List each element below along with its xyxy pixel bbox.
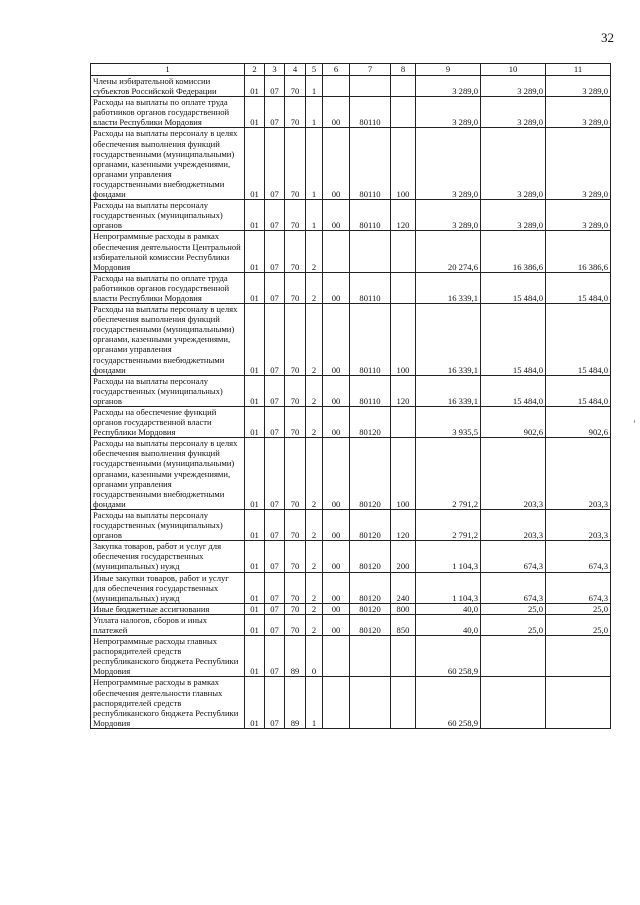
cell-col-9: 1 104,3 — [416, 572, 481, 603]
cell-col-4: 70 — [285, 541, 306, 572]
cell-col-6 — [323, 76, 350, 97]
cell-col-2: 01 — [245, 304, 265, 376]
cell-col-9: 2 791,2 — [416, 509, 481, 540]
row-description: Расходы на выплаты по оплате труда работников органов государственной власти Республики Мордовия — [91, 97, 245, 128]
table-row — [91, 603, 611, 614]
cell-col-2: 01 — [245, 97, 265, 128]
cell-col-2: 01 — [245, 603, 265, 614]
cell-col-2: 01 — [245, 509, 265, 540]
cell-col-10 — [481, 636, 546, 677]
cell-col-7: 80120 — [350, 438, 391, 510]
cell-col-6: 00 — [323, 375, 350, 406]
cell-col-6: 00 — [323, 438, 350, 510]
cell-col-2: 01 — [245, 572, 265, 603]
cell-col-9: 16 339,1 — [416, 375, 481, 406]
cell-col-5: 1 — [306, 200, 323, 231]
cell-col-4: 70 — [285, 272, 306, 303]
cell-col-9: 60 258,9 — [416, 636, 481, 677]
cell-col-8 — [391, 636, 416, 677]
row-description: Непрограммные расходы в рамках обеспечения деятельности главных распорядителей средств республиканского бюджета Республики Мордовия — [91, 677, 245, 728]
cell-col-10 — [481, 677, 546, 728]
cell-col-2: 01 — [245, 128, 265, 200]
cell-col-4: 70 — [285, 572, 306, 603]
cell-col-8: 120 — [391, 200, 416, 231]
row-description: Расходы на выплаты персоналу государственных (муниципальных) органов — [91, 200, 245, 231]
cell-col-3: 07 — [265, 375, 285, 406]
cell-col-5: 2 — [306, 603, 323, 614]
cell-col-8 — [391, 76, 416, 97]
cell-col-2: 01 — [245, 272, 265, 303]
cell-col-2: 01 — [245, 541, 265, 572]
cell-col-2: 01 — [245, 407, 265, 438]
cell-col-7: 80120 — [350, 572, 391, 603]
cell-col-7 — [350, 76, 391, 97]
cell-col-6: 00 — [323, 603, 350, 614]
cell-col-11: 3 289,0 — [546, 97, 611, 128]
cell-col-6: 00 — [323, 541, 350, 572]
cell-col-3: 07 — [265, 76, 285, 97]
column-header-1: 1 — [91, 64, 245, 76]
cell-col-7 — [350, 677, 391, 728]
cell-col-9: 3 289,0 — [416, 128, 481, 200]
cell-col-2: 01 — [245, 677, 265, 728]
column-header-6: 6 — [323, 64, 350, 76]
cell-col-3: 07 — [265, 272, 285, 303]
cell-col-11: 674,3 — [546, 572, 611, 603]
cell-col-10: 3 289,0 — [481, 97, 546, 128]
cell-col-2: 01 — [245, 76, 265, 97]
cell-col-4: 70 — [285, 438, 306, 510]
column-header-2: 2 — [245, 64, 265, 76]
cell-col-11 — [546, 677, 611, 728]
column-header-10: 10 — [481, 64, 546, 76]
cell-col-6: 00 — [323, 97, 350, 128]
cell-col-7: 80110 — [350, 272, 391, 303]
table-row — [91, 128, 611, 200]
table-row — [91, 76, 611, 97]
cell-col-7: 80120 — [350, 603, 391, 614]
cell-col-3: 07 — [265, 541, 285, 572]
cell-col-2: 01 — [245, 200, 265, 231]
column-header-5: 5 — [306, 64, 323, 76]
column-header-7: 7 — [350, 64, 391, 76]
cell-col-9: 3 289,0 — [416, 76, 481, 97]
cell-col-8: 120 — [391, 375, 416, 406]
scan-mark — [634, 420, 635, 423]
cell-col-11 — [546, 636, 611, 677]
cell-col-4: 70 — [285, 407, 306, 438]
cell-col-8: 100 — [391, 128, 416, 200]
row-description: Уплата налогов, сборов и иных платежей — [91, 614, 245, 635]
cell-col-5: 1 — [306, 76, 323, 97]
cell-col-4: 70 — [285, 128, 306, 200]
cell-col-10: 3 289,0 — [481, 128, 546, 200]
cell-col-8 — [391, 677, 416, 728]
cell-col-5: 2 — [306, 541, 323, 572]
table-row — [91, 677, 611, 728]
cell-col-8: 850 — [391, 614, 416, 635]
cell-col-8 — [391, 407, 416, 438]
cell-col-11: 16 386,6 — [546, 231, 611, 272]
cell-col-9: 40,0 — [416, 614, 481, 635]
cell-col-8 — [391, 231, 416, 272]
cell-col-4: 70 — [285, 304, 306, 376]
cell-col-6 — [323, 636, 350, 677]
table-row — [91, 614, 611, 635]
cell-col-3: 07 — [265, 509, 285, 540]
cell-col-11: 203,3 — [546, 509, 611, 540]
cell-col-6: 00 — [323, 572, 350, 603]
cell-col-7: 80110 — [350, 128, 391, 200]
table-body — [91, 76, 611, 729]
cell-col-11: 15 484,0 — [546, 304, 611, 376]
cell-col-6: 00 — [323, 407, 350, 438]
cell-col-10: 203,3 — [481, 438, 546, 510]
cell-col-3: 07 — [265, 636, 285, 677]
column-header-9: 9 — [416, 64, 481, 76]
cell-col-11: 674,3 — [546, 541, 611, 572]
cell-col-3: 07 — [265, 200, 285, 231]
cell-col-9: 3 935,5 — [416, 407, 481, 438]
cell-col-7: 80110 — [350, 375, 391, 406]
budget-table — [90, 63, 611, 729]
cell-col-10: 25,0 — [481, 614, 546, 635]
table-row — [91, 636, 611, 677]
cell-col-5: 1 — [306, 97, 323, 128]
cell-col-6: 00 — [323, 304, 350, 376]
cell-col-11: 3 289,0 — [546, 76, 611, 97]
cell-col-7: 80120 — [350, 541, 391, 572]
row-description: Иные закупки товаров, работ и услуг для обеспечения государственных (муниципальных) нужд — [91, 572, 245, 603]
cell-col-2: 01 — [245, 231, 265, 272]
column-header-3: 3 — [265, 64, 285, 76]
cell-col-7: 80110 — [350, 200, 391, 231]
cell-col-4: 70 — [285, 614, 306, 635]
cell-col-8: 100 — [391, 438, 416, 510]
row-description: Расходы на выплаты персоналу государственных (муниципальных) органов — [91, 375, 245, 406]
cell-col-10: 16 386,6 — [481, 231, 546, 272]
table-row — [91, 375, 611, 406]
cell-col-11: 15 484,0 — [546, 272, 611, 303]
cell-col-5: 1 — [306, 677, 323, 728]
table-row — [91, 541, 611, 572]
cell-col-3: 07 — [265, 304, 285, 376]
row-description: Расходы на выплаты по оплате труда работников органов государственной власти Республики Мордовия — [91, 272, 245, 303]
table-row — [91, 572, 611, 603]
cell-col-2: 01 — [245, 438, 265, 510]
cell-col-11: 203,3 — [546, 438, 611, 510]
cell-col-5: 2 — [306, 407, 323, 438]
cell-col-3: 07 — [265, 407, 285, 438]
cell-col-10: 203,3 — [481, 509, 546, 540]
cell-col-7: 80120 — [350, 407, 391, 438]
row-description: Непрограммные расходы в рамках обеспечения деятельности Центральной избирательной комиссии Республики Мордовия — [91, 231, 245, 272]
cell-col-10: 15 484,0 — [481, 272, 546, 303]
cell-col-2: 01 — [245, 636, 265, 677]
cell-col-10: 3 289,0 — [481, 200, 546, 231]
cell-col-10: 15 484,0 — [481, 375, 546, 406]
cell-col-11: 3 289,0 — [546, 200, 611, 231]
cell-col-3: 07 — [265, 97, 285, 128]
cell-col-9: 16 339,1 — [416, 272, 481, 303]
cell-col-8: 120 — [391, 509, 416, 540]
cell-col-8: 200 — [391, 541, 416, 572]
cell-col-5: 2 — [306, 614, 323, 635]
row-description: Непрограммные расходы главных распорядителей средств республиканского бюджета Республики Мордовия — [91, 636, 245, 677]
cell-col-4: 70 — [285, 76, 306, 97]
cell-col-7: 80110 — [350, 97, 391, 128]
cell-col-11: 25,0 — [546, 603, 611, 614]
cell-col-7 — [350, 231, 391, 272]
cell-col-9: 40,0 — [416, 603, 481, 614]
table-row — [91, 97, 611, 128]
row-description: Расходы на выплаты персоналу в целях обеспечения выполнения функций государственными (муниципальными) органами, казенными учреждениями, органами управления государственными внебюджетными фондами — [91, 438, 245, 510]
cell-col-4: 89 — [285, 636, 306, 677]
cell-col-6: 00 — [323, 614, 350, 635]
cell-col-3: 07 — [265, 603, 285, 614]
cell-col-9: 1 104,3 — [416, 541, 481, 572]
cell-col-8: 800 — [391, 603, 416, 614]
cell-col-4: 70 — [285, 231, 306, 272]
cell-col-10: 902,6 — [481, 407, 546, 438]
cell-col-8 — [391, 97, 416, 128]
cell-col-10: 674,3 — [481, 541, 546, 572]
cell-col-5: 2 — [306, 272, 323, 303]
cell-col-9: 3 289,0 — [416, 200, 481, 231]
cell-col-4: 70 — [285, 200, 306, 231]
column-header-8: 8 — [391, 64, 416, 76]
cell-col-3: 07 — [265, 438, 285, 510]
cell-col-5: 1 — [306, 128, 323, 200]
row-description: Расходы на выплаты персоналу государственных (муниципальных) органов — [91, 509, 245, 540]
cell-col-11: 3 289,0 — [546, 128, 611, 200]
cell-col-6 — [323, 231, 350, 272]
cell-col-3: 07 — [265, 677, 285, 728]
cell-col-4: 70 — [285, 97, 306, 128]
cell-col-10: 3 289,0 — [481, 76, 546, 97]
header-row — [91, 64, 611, 76]
table-row — [91, 200, 611, 231]
cell-col-3: 07 — [265, 572, 285, 603]
cell-col-11: 25,0 — [546, 614, 611, 635]
cell-col-4: 70 — [285, 509, 306, 540]
cell-col-3: 07 — [265, 614, 285, 635]
cell-col-7: 80110 — [350, 304, 391, 376]
column-header-4: 4 — [285, 64, 306, 76]
cell-col-6 — [323, 677, 350, 728]
column-header-11: 11 — [546, 64, 611, 76]
cell-col-7: 80120 — [350, 509, 391, 540]
cell-col-3: 07 — [265, 128, 285, 200]
cell-col-5: 2 — [306, 375, 323, 406]
cell-col-9: 20 274,6 — [416, 231, 481, 272]
cell-col-8 — [391, 272, 416, 303]
table-row — [91, 438, 611, 510]
cell-col-5: 2 — [306, 231, 323, 272]
cell-col-11: 15 484,0 — [546, 375, 611, 406]
cell-col-9: 3 289,0 — [416, 97, 481, 128]
cell-col-5: 2 — [306, 438, 323, 510]
row-description: Члены избирательной комиссии субъектов Российской Федерации — [91, 76, 245, 97]
cell-col-6: 00 — [323, 509, 350, 540]
row-description: Расходы на выплаты персоналу в целях обеспечения выполнения функций государственными (муниципальными) органами, казенными учреждениями, органами управления государственными внебюджетными фондами — [91, 128, 245, 200]
cell-col-5: 2 — [306, 304, 323, 376]
cell-col-9: 16 339,1 — [416, 304, 481, 376]
cell-col-4: 70 — [285, 603, 306, 614]
table-row — [91, 407, 611, 438]
cell-col-4: 70 — [285, 375, 306, 406]
cell-col-5: 2 — [306, 572, 323, 603]
row-description: Иные бюджетные ассигнования — [91, 603, 245, 614]
cell-col-6: 00 — [323, 200, 350, 231]
cell-col-11: 902,6 — [546, 407, 611, 438]
cell-col-9: 60 258,9 — [416, 677, 481, 728]
cell-col-10: 674,3 — [481, 572, 546, 603]
cell-col-9: 2 791,2 — [416, 438, 481, 510]
cell-col-6: 00 — [323, 128, 350, 200]
row-description: Расходы на выплаты персоналу в целях обеспечения выполнения функций государственными (муниципальными) органами, казенными учреждениями, органами управления государственными внебюджетными фондами — [91, 304, 245, 376]
cell-col-10: 25,0 — [481, 603, 546, 614]
table-row — [91, 304, 611, 376]
cell-col-8: 100 — [391, 304, 416, 376]
cell-col-4: 89 — [285, 677, 306, 728]
table-row — [91, 231, 611, 272]
page-number: 32 — [601, 30, 614, 45]
table-row — [91, 272, 611, 303]
cell-col-7 — [350, 636, 391, 677]
cell-col-7: 80120 — [350, 614, 391, 635]
cell-col-6: 00 — [323, 272, 350, 303]
row-description: Закупка товаров, работ и услуг для обеспечения государственных (муниципальных) нужд — [91, 541, 245, 572]
cell-col-2: 01 — [245, 375, 265, 406]
cell-col-10: 15 484,0 — [481, 304, 546, 376]
cell-col-8: 240 — [391, 572, 416, 603]
cell-col-2: 01 — [245, 614, 265, 635]
cell-col-5: 2 — [306, 509, 323, 540]
cell-col-5: 0 — [306, 636, 323, 677]
table-row — [91, 509, 611, 540]
row-description: Расходы на обеспечение функций органов государственной власти Республики Мордовия — [91, 407, 245, 438]
cell-col-3: 07 — [265, 231, 285, 272]
